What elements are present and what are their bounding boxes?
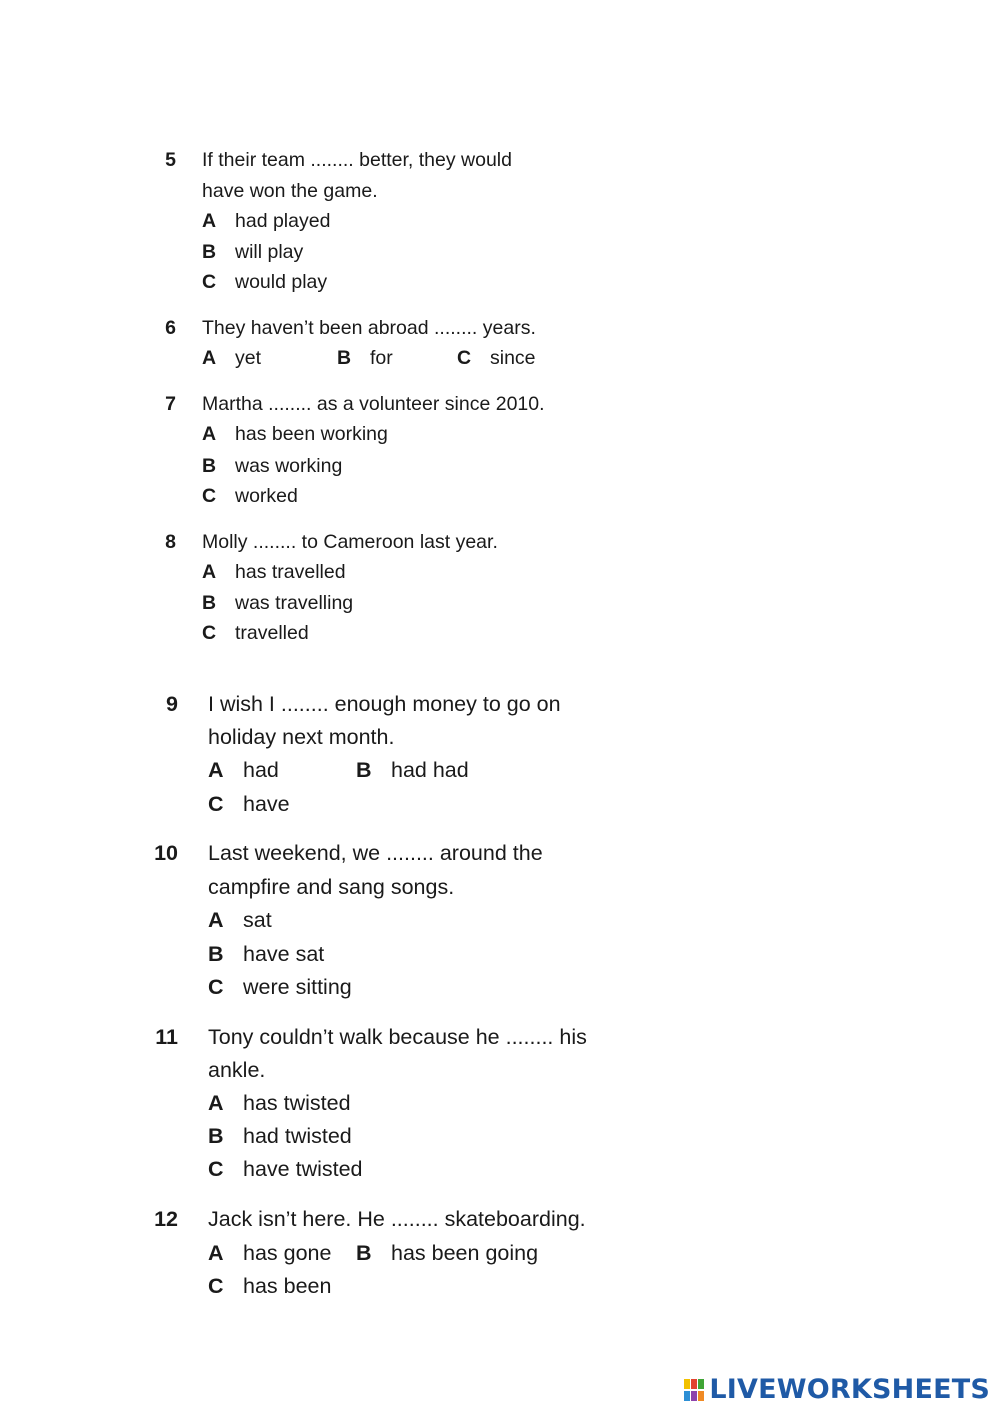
option-letter: A <box>208 908 224 932</box>
option-text: worked <box>235 485 298 507</box>
question-number: 11 <box>155 1025 178 1049</box>
option-letter: B <box>202 592 217 614</box>
option-c[interactable] <box>208 792 290 817</box>
option-text: had played <box>235 210 331 232</box>
option-c[interactable] <box>202 485 298 508</box>
option-letter: C <box>202 271 217 293</box>
option-b[interactable] <box>356 758 469 783</box>
option-a[interactable] <box>202 423 388 446</box>
question-text-line: Last weekend, we ........ around the <box>208 841 543 865</box>
option-letter: B <box>208 1124 224 1148</box>
option-text: will play <box>235 241 304 263</box>
question-text-line: have won the game. <box>202 180 378 202</box>
option-letter: C <box>208 792 224 816</box>
option-c[interactable] <box>208 975 352 1000</box>
option-text: had <box>243 758 279 782</box>
option-letter: A <box>202 561 217 583</box>
question-number: 6 <box>165 317 176 339</box>
option-c[interactable] <box>208 1157 363 1182</box>
question-text-line: Tony couldn’t walk because he ........ his <box>208 1025 587 1049</box>
option-a[interactable] <box>208 758 279 783</box>
option-letter: C <box>208 975 224 999</box>
question-text-line: Molly ........ to Cameroon last year. <box>202 531 498 553</box>
option-letter: C <box>202 485 217 507</box>
option-c[interactable] <box>457 347 536 370</box>
question-number: 10 <box>154 841 178 865</box>
option-letter: B <box>202 455 217 477</box>
question-text-line: I wish I ........ enough money to go on <box>208 692 561 716</box>
option-text: travelled <box>235 622 309 644</box>
option-b[interactable] <box>208 942 324 967</box>
question-text-line: campfire and sang songs. <box>208 875 455 899</box>
option-text: have sat <box>243 942 325 966</box>
option-letter: B <box>356 758 372 782</box>
question-text-line: ankle. <box>208 1058 266 1082</box>
liveworksheets-logo[interactable] <box>684 1374 990 1405</box>
option-letter: B <box>202 241 217 263</box>
option-text: since <box>490 347 536 369</box>
option-b[interactable] <box>202 455 342 478</box>
option-text: were sitting <box>243 975 352 999</box>
liveworksheets-logo-icon <box>684 1379 706 1401</box>
option-b[interactable] <box>337 347 393 370</box>
option-text: for <box>370 347 393 369</box>
question-number: 9 <box>166 692 178 716</box>
option-a[interactable] <box>208 1241 331 1266</box>
option-letter: C <box>208 1274 224 1298</box>
option-b[interactable] <box>356 1241 538 1266</box>
question-number: 12 <box>154 1207 178 1231</box>
question-text-line: Martha ........ as a volunteer since 2010. <box>202 393 545 415</box>
option-text: has twisted <box>243 1091 351 1115</box>
question-number: 7 <box>165 393 176 415</box>
option-text: has gone <box>243 1241 332 1265</box>
option-letter: C <box>202 622 217 644</box>
option-letter: B <box>356 1241 372 1265</box>
option-text: would play <box>235 271 328 293</box>
option-text: yet <box>235 347 262 369</box>
question-text-line: They haven’t been abroad ........ years. <box>202 317 536 339</box>
option-c[interactable] <box>202 622 309 645</box>
option-text: had had <box>391 758 469 782</box>
option-letter: B <box>208 942 224 966</box>
option-letter: A <box>202 347 217 369</box>
option-a[interactable] <box>202 347 261 370</box>
question-number: 8 <box>165 531 176 553</box>
option-text: was working <box>235 455 343 477</box>
option-letter: A <box>208 1091 224 1115</box>
brand-name: LIVEWORKSHEETS <box>709 1374 990 1405</box>
option-a[interactable] <box>208 908 272 933</box>
option-b[interactable] <box>202 592 353 615</box>
option-letter: B <box>337 347 352 369</box>
option-text: has travelled <box>235 561 346 583</box>
option-letter: A <box>202 423 217 445</box>
option-a[interactable] <box>208 1091 351 1116</box>
option-c[interactable] <box>208 1274 331 1299</box>
option-b[interactable] <box>202 241 303 264</box>
option-letter: A <box>202 210 217 232</box>
option-letter: A <box>208 1241 224 1265</box>
question-number: 5 <box>165 149 176 171</box>
question-text-line: If their team ........ better, they would <box>202 149 512 171</box>
option-text: has been <box>243 1274 332 1298</box>
option-text: had twisted <box>243 1124 352 1148</box>
option-text: sat <box>243 908 272 932</box>
option-a[interactable] <box>202 210 330 233</box>
option-letter: A <box>208 758 224 782</box>
question-text-line: holiday next month. <box>208 725 395 749</box>
option-text: was travelling <box>235 592 354 614</box>
option-text: have twisted <box>243 1157 363 1181</box>
option-b[interactable] <box>208 1124 352 1149</box>
option-text: have <box>243 792 290 816</box>
option-c[interactable] <box>202 271 327 294</box>
option-text: has been working <box>235 423 388 445</box>
option-a[interactable] <box>202 561 346 584</box>
question-text-line: Jack isn’t here. He ........ skateboarding. <box>208 1207 586 1231</box>
option-letter: C <box>457 347 472 369</box>
option-text: has been going <box>391 1241 539 1265</box>
option-letter: C <box>208 1157 224 1181</box>
